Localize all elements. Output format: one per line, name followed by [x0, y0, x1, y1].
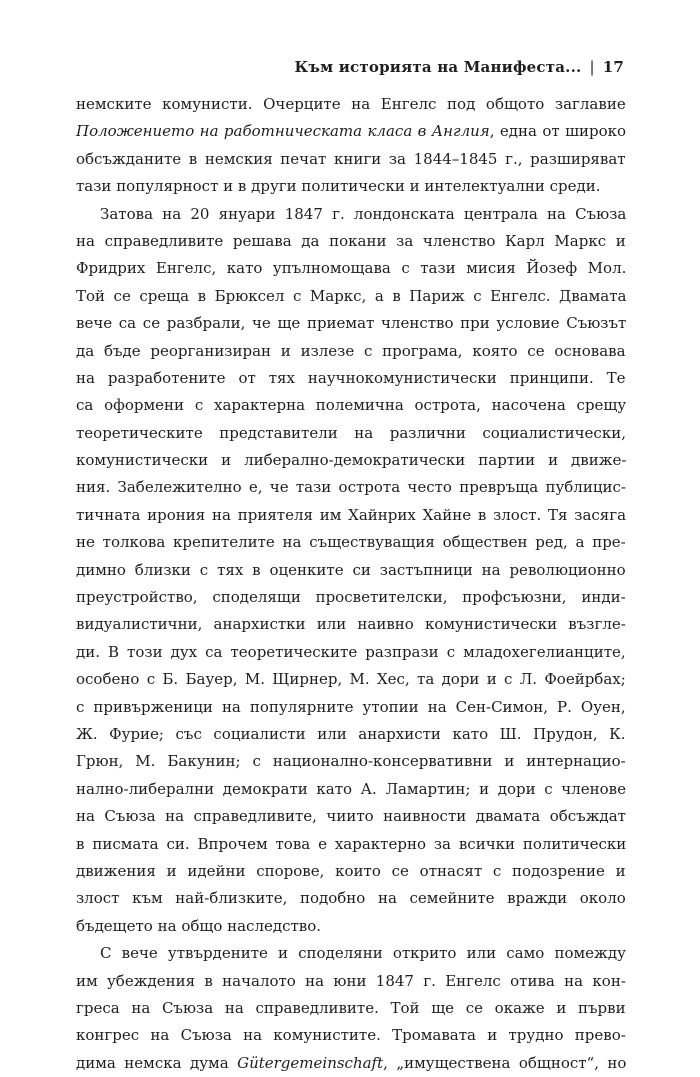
text-line	[76, 913, 626, 940]
text-segment: теоретическите представители на различни социалистически,	[76, 423, 626, 442]
text-segment: преустройство, споделящи просветителски, профсъюзни, инди-	[76, 588, 626, 607]
text-segment: комунистически и либерално-демократически партии и движе-	[76, 451, 627, 470]
body-text	[76, 91, 626, 1077]
text-segment: дима немска дума	[76, 1053, 238, 1072]
text-line	[76, 639, 626, 666]
italic-text: Положението на работническата класа в Англия	[76, 122, 490, 141]
text-segment: , „имуществена общност“, но	[383, 1053, 627, 1072]
text-segment: немските комунисти. Очерците на Енгелс под общото заглавие	[76, 95, 626, 113]
text-segment: Фридрих Енгелс, като упълномощава с тази мисия Йозеф Мол.	[76, 259, 627, 278]
text-line	[76, 611, 626, 638]
text-segment: на справедливите решава да покани за членство Карл Маркс и	[76, 231, 626, 250]
text-line	[76, 474, 626, 501]
text-line	[76, 420, 626, 447]
paragraph-first-line	[76, 940, 626, 967]
text-segment: , една от широко	[489, 122, 627, 141]
text-segment: вече са се разбрали, че ще приемат членство при условие Съюзът	[76, 314, 627, 333]
text-segment: видуалистични, анархистки или наивно комунистически възгле-	[76, 615, 626, 634]
text-line	[76, 502, 626, 529]
text-line	[76, 447, 626, 474]
text-line	[76, 831, 626, 858]
text-line	[76, 173, 626, 200]
text-line	[76, 118, 626, 145]
text-segment: им убеждения в началото на юни 1847 г. Енгелс отива на кон-	[76, 971, 626, 990]
text-segment: не толкова крепителите на съществуващия обществен ред, а пре-	[76, 533, 626, 552]
text-line	[76, 91, 626, 118]
text-line	[76, 392, 626, 419]
text-segment: бъдещето на общо наследство.	[76, 916, 322, 935]
text-segment: димно близки с тях в оценките си застъпници на революционно	[76, 560, 626, 579]
text-line	[76, 310, 626, 337]
text-line	[76, 1022, 626, 1049]
italic-text: Gütergemeinschaft	[237, 1053, 384, 1072]
text-segment: обсъжданите в немския печат книги за 1844–1845 г., разширяват	[76, 149, 626, 168]
text-line	[76, 557, 626, 584]
text-line	[76, 529, 626, 556]
text-segment: злост към най-близките, подобно на семейните вражди около	[76, 889, 626, 908]
text-line	[76, 858, 626, 885]
running-head	[295, 58, 624, 76]
text-line	[76, 968, 626, 995]
text-line	[76, 146, 626, 173]
text-line	[76, 228, 626, 255]
text-segment: Грюн, М. Бакунин; с национално-консервативни и интернацио-	[76, 752, 626, 771]
text-line	[76, 283, 626, 310]
chapter-title: Към историята на Манифеста...	[294, 58, 582, 76]
text-line	[76, 255, 626, 282]
text-line	[76, 885, 626, 912]
text-line	[76, 748, 626, 775]
text-segment: греса на Съюза на справедливите. Той ще се окаже и първи	[76, 998, 626, 1017]
text-segment: тази популярност и в други политически и интелектуални среди.	[76, 177, 601, 196]
text-line	[76, 776, 626, 803]
text-segment: конгрес на Съюза на комунистите. Тромавата и трудно прево-	[76, 1026, 626, 1045]
text-segment: ния. Забележително е, че тази острота често превръща публицис-	[76, 478, 626, 497]
text-line	[76, 584, 626, 611]
text-segment: на разработените от тях научнокомунистически принципи. Те	[76, 368, 626, 387]
text-line	[76, 803, 626, 830]
text-segment: тичната ирония на приятеля им Хайнрих Хайне в злост. Тя засяга	[76, 505, 627, 524]
text-segment: особено с Б. Бауер, М. Щирнер, М. Хес, та дори и с Л. Фоейрбах;	[76, 670, 626, 689]
paragraph-first-line	[76, 201, 626, 228]
page-number: 17	[602, 58, 624, 76]
text-segment: Затова на 20 януари 1847 г. лондонската централа на Съюза	[100, 204, 627, 223]
text-line	[76, 721, 626, 748]
text-line	[76, 666, 626, 693]
text-segment: в писмата си. Впрочем това е характерно за всички политически	[76, 834, 627, 853]
text-line	[76, 365, 626, 392]
text-line	[76, 995, 626, 1022]
text-line	[76, 338, 626, 365]
text-segment: са оформени с характерна полемична острота, насочена срещу	[76, 396, 627, 415]
text-line	[76, 1050, 626, 1077]
text-line	[76, 694, 626, 721]
text-segment: Той се среща в Брюксел с Маркс, а в Париж с Енгелс. Двамата	[76, 286, 627, 305]
text-segment: с привърженици на популярните утопии на Сен-Симон, Р. Оуен,	[76, 697, 626, 716]
header-separator: |	[589, 58, 595, 76]
text-segment: движения и идейни спорове, които се отнасят с подозрение и	[76, 861, 626, 880]
text-segment: нално-либерални демократи като А. Ламартин; и дори с членове	[76, 779, 626, 798]
text-segment: С вече утвърдените и споделяни открито или само помежду	[100, 944, 626, 963]
text-segment: Ж. Фурие; със социалисти или анархисти като Ш. Прудон, К.	[76, 724, 626, 743]
text-segment: ди. В този дух са теоретическите разпрази с младохегелианците,	[76, 642, 626, 661]
text-segment: на Съюза на справедливите, чиито наивности двамата обсъждат	[76, 807, 626, 826]
text-segment: да бъде реорганизиран и излезе с програма, която се основава	[76, 341, 626, 360]
